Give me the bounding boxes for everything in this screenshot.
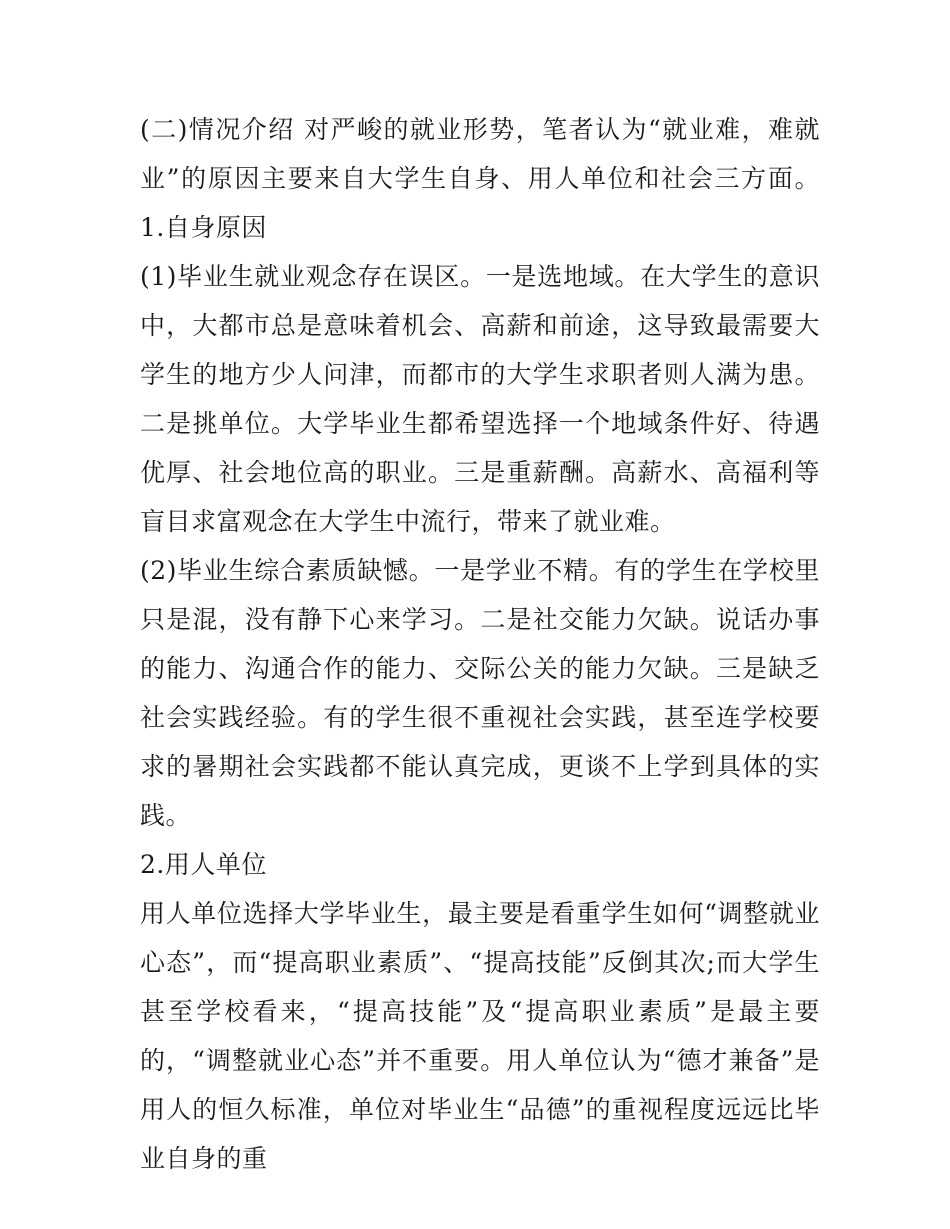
paragraph-employer: 用人单位选择大学毕业生，最主要是看重学生如何“调整就业心态”，而“提高职业素质”、“提高技能”反倒其次;而大学生甚至学校看来，“提高技能”及“提高职业素质”是最主要的，“调整就业心态”并不重要。用人单位认为“德才兼备”是用人的恒久标准，单位对毕业生“品德”的重视程度远远比毕业自身的重 [140, 899, 820, 1173]
paragraph-employment-concept: (1)毕业生就业观念存在误区。一是选地域。在大学生的意识中，大都市总是意味着机会、高薪和前途，这导致最需要大学生的地方少人问津，而都市的大学生求职者则人满为患。二是挑单位。大学毕业生都希望选择一个地域条件好、待遇优厚、社会地位高的职业。三是重薪酬。高薪水、高福利等盲目求富观念在大学生中流行，带来了就业难。 [140, 262, 820, 536]
paragraph-intro: (二)情况介绍 对严峻的就业形势，笔者认为“就业难，难就业”的原因主要来自大学生自身、用人单位和社会三方面。 1.自身原因 [140, 115, 820, 242]
document-page [140, 105, 820, 1183]
paragraph-overall-quality: (2)毕业生综合素质缺憾。一是学业不精。有的学生在学校里只是混，没有静下心来学习。二是社交能力欠缺。说话办事的能力、沟通合作的能力、交际公关的能力欠缺。三是缺乏社会实践经验。有的学生很不重视社会实践，甚至连学校要求的暑期社会实践都不能认真完成，更谈不上学到具体的实践。 [140, 556, 820, 830]
section-heading-employer: 2.用人单位 [140, 850, 267, 879]
